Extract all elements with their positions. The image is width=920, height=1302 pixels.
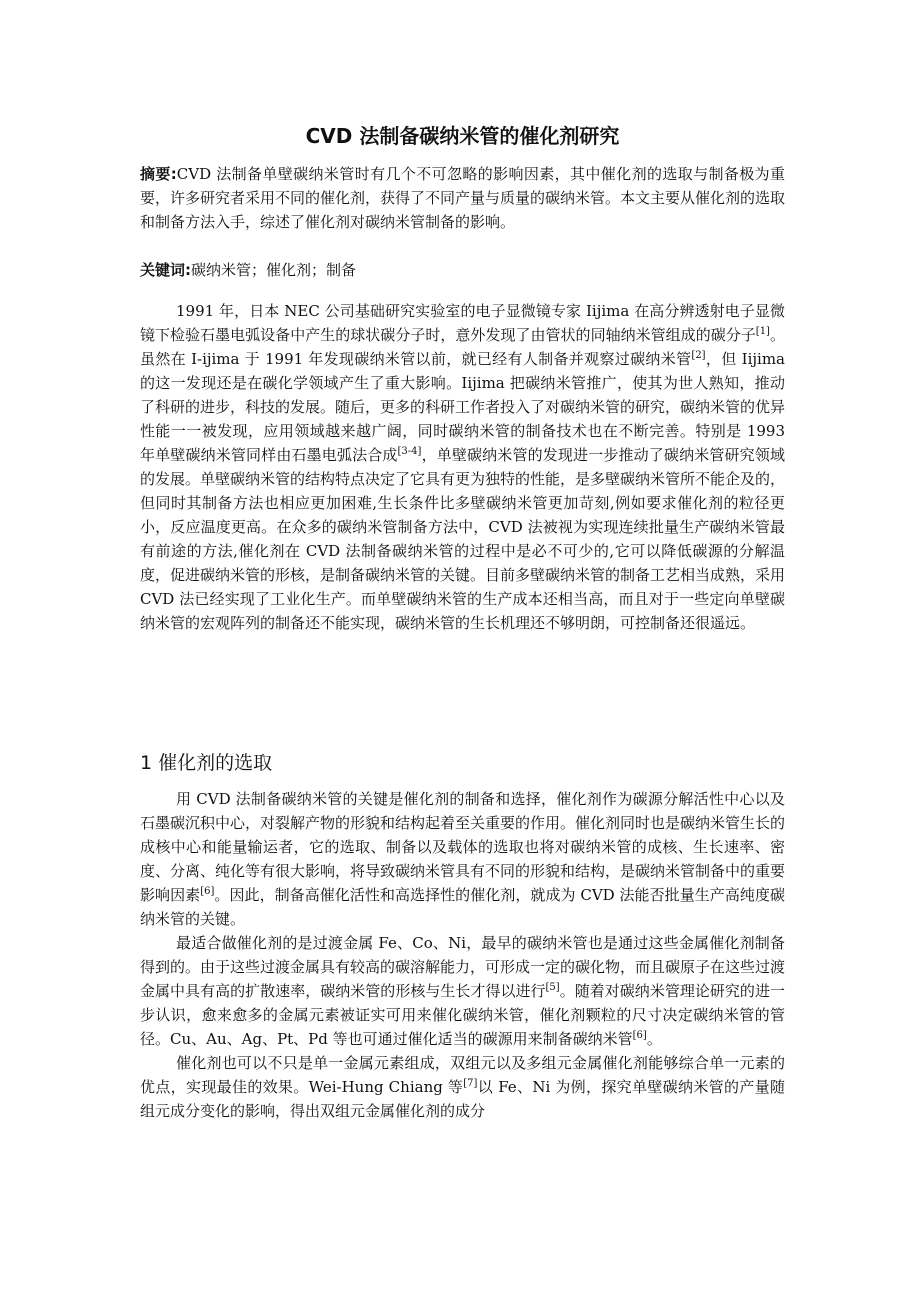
paragraph-text: 以 Fe、Ni 为例，探究单壁碳纳米管的产量随组元成分变化的影响，得出双组元金属催化剂的成分 bbox=[140, 1078, 785, 1120]
citation: [2] bbox=[691, 350, 706, 361]
section-body bbox=[140, 787, 785, 1123]
intro-text-part: 1991 年，日本 NEC 公司基础研究实验室的电子显微镜专家 Iijima 在高分辨透射电子显微镜下检验石墨电弧设备中产生的球状碳分子时，意外发现了由管状的同轴纳米管组成的碳分子 bbox=[140, 302, 785, 344]
intro-paragraph bbox=[140, 299, 785, 635]
intro-text-part: 。虽然在 I-ijima 于 1991 年发现碳纳米管以前，就已经有人制备并观察过碳纳米管 bbox=[140, 326, 785, 368]
abstract-label: 摘要: bbox=[140, 165, 177, 183]
section-heading: 1 催化剂的选取 bbox=[140, 752, 273, 774]
intro-text-part: ，但 Iijima 的这一发现还是在碳化学领域产生了重大影响。Iijima 把碳纳米管推广，使其为世人熟知，推动了科研的进步，科技的发展。随后，更多的科研工作者投入了对碳纳米管的研究，碳纳米管的优异性能一一被发现，应用领域越来越广阔，同时碳纳米管的制备技术也在不断完善。特别是 1993 年单壁碳纳米管同样由石墨电弧法合成 bbox=[140, 350, 786, 464]
section-paragraph-3 bbox=[140, 1051, 785, 1123]
citation: [7] bbox=[463, 1078, 478, 1089]
abstract bbox=[140, 162, 785, 234]
section-paragraph-2 bbox=[140, 931, 785, 1051]
intro-section bbox=[140, 299, 785, 635]
citation: [6] bbox=[200, 886, 215, 897]
intro-text-part: ，单壁碳纳米管的发现进一步推动了碳纳米管研究领域的发展。单壁碳纳米管的结构特点决定了它具有更为独特的性能，是多壁碳纳米管所不能企及的，但同时其制备方法也相应更加困难,生长条件比多壁碳纳米管更加苛刻,例如要求催化剂的粒径更小，反应温度更高。在众多的碳纳米管制备方法中，CVD 法被视为实现连续批量生产碳纳米管最有前途的方法,催化剂在 CVD 法制备碳纳米管的过程中是必不可少的,它可以降低碳源的分解温度，促进碳纳米管的形核，是制备碳纳米管的关键。目前多壁碳纳米管的制备工艺相当成熟，采用 CVD 法已经实现了工业化生产。而单壁碳纳米管的生产成本还相当高，而且对于一些定向单壁碳纳米管的宏观阵列的制备还不能实现，碳纳米管的生长机理还不够明朗，可控制备还很遥远。 bbox=[140, 446, 786, 632]
abstract-text: CVD 法制备单壁碳纳米管时有几个不可忽略的影响因素，其中催化剂的选取与制备极为重要，许多研究者采用不同的催化剂，获得了不同产量与质量的碳纳米管。本文主要从催化剂的选取和制备方法入手，综述了催化剂对碳纳米管制备的影响。 bbox=[140, 165, 786, 231]
keywords bbox=[140, 258, 785, 282]
paper-title: CVD 法制备碳纳米管的催化剂研究 bbox=[305, 124, 620, 148]
keywords-label: 关键词: bbox=[140, 261, 191, 279]
paragraph-text: 。随着对碳纳米管理论研究的进一步认识，愈来愈多的金属元素被证实可用来催化碳纳米管，催化剂颗粒的尺寸决定碳纳米管的管径。Cu、Au、Ag、Pt、Pd 等也可通过催化适当的碳源用来制备碳纳米管 bbox=[140, 982, 785, 1048]
citation: [5] bbox=[545, 982, 560, 993]
citation: [6] bbox=[632, 1030, 647, 1041]
citation: [1] bbox=[755, 326, 770, 337]
paragraph-text: 催化剂也可以不只是单一金属元素组成，双组元以及多组元金属催化剂能够综合单一元素的优点，实现最佳的效果。Wei-Hung Chiang 等 bbox=[140, 1054, 785, 1096]
paragraph-text: 。 bbox=[646, 1030, 662, 1048]
section-paragraph-1 bbox=[140, 787, 785, 931]
paragraph-text: 最适合做催化剂的是过渡金属 Fe、Co、Ni，最早的碳纳米管也是通过这些金属催化剂制备得到的。由于这些过渡金属具有较高的碳溶解能力，可形成一定的碳化物，而且碳原子在这些过渡金属中具有高的扩散速率，碳纳米管的形核与生长才得以进行 bbox=[140, 934, 786, 1000]
keywords-text: 碳纳米管；催化剂；制备 bbox=[191, 261, 357, 279]
paragraph-text: 用 CVD 法制备碳纳米管的关键是催化剂的制备和选择，催化剂作为碳源分解活性中心以及石墨碳沉积中心，对裂解产物的形貌和结构起着至关重要的作用。催化剂同时也是碳纳米管生长的成核中心和能量输运者，它的选取、制备以及载体的选取也将对碳纳米管的成核、生长速率、密度、分离、纯化等有很大影响，将导致碳纳米管具有不同的形貌和结构，是碳纳米管制备中的重要影响因素 bbox=[140, 790, 786, 904]
citation: [3-4] bbox=[397, 446, 422, 457]
paragraph-text: 。因此，制备高催化活性和高选择性的催化剂，就成为 CVD 法能否批量生产高纯度碳纳米管的关键。 bbox=[140, 886, 785, 928]
